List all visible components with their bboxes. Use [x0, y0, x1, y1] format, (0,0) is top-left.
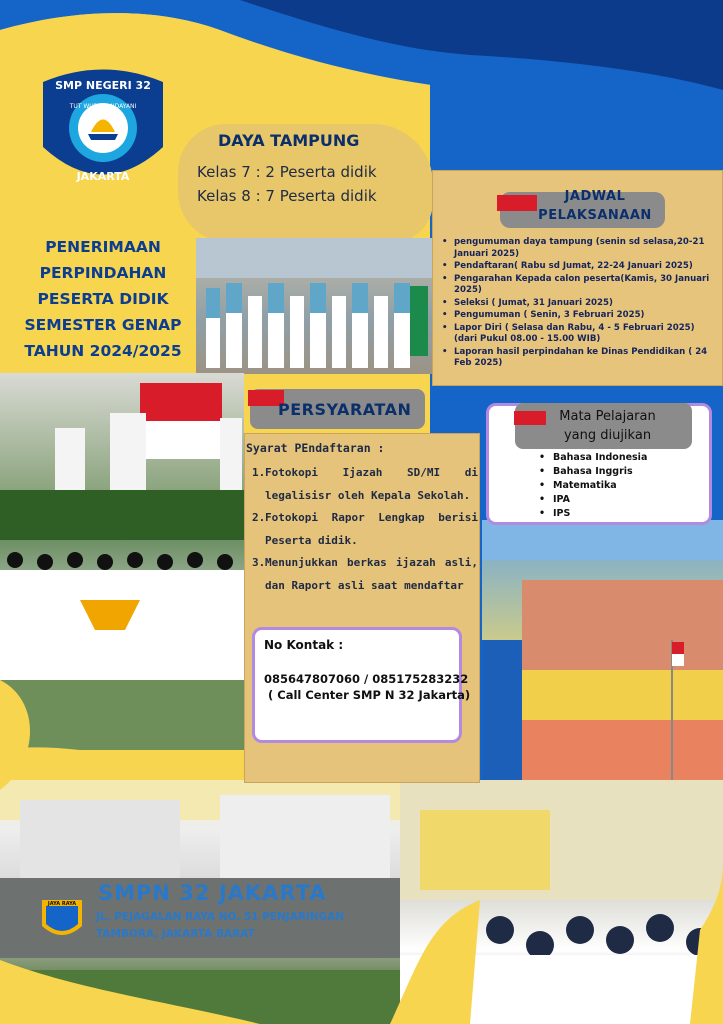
mata-pelajaran-list: [539, 451, 647, 521]
title-line: TAHUN 2024/2025: [24, 342, 182, 360]
sign-address-line2: TAMBORA, JAKARTA BARAT: [96, 928, 255, 940]
sign-school-name: SMPN 32 JAKARTA: [98, 881, 327, 905]
jadwal-item: • Lapor Diri ( Selasa dan Rabu, 4 - 5 Februari 2025) (dari Pukul 08.00 - 15.00 WIB): [442, 323, 720, 346]
kontak-heading: No Kontak :: [264, 638, 344, 652]
daya-tampung-kelas7: Kelas 7 : 2 Peserta didik: [197, 163, 377, 181]
persyaratan-subheading: Syarat PEndaftaran :: [246, 441, 385, 455]
logo-top-text: SMP NEGERI 32: [55, 79, 151, 92]
jadwal-item: • pengumuman daya tampung (senin sd selasa,20-21 Januari 2025): [442, 237, 720, 260]
emblem-text: JAYA RAYA: [47, 901, 77, 907]
jadwal-item: • Pengarahan Kepada calon peserta(Kamis, 30 Januari 2025): [442, 274, 720, 297]
persyaratan-item: [252, 552, 478, 597]
jadwal-item: • Pengumuman ( Senin, 3 Februari 2025): [442, 310, 720, 322]
jadwal-item: • Laporan hasil perpindahan ke Dinas Pendidikan ( 24 Feb 2025): [442, 347, 720, 370]
title-line: SEMESTER GENAP: [24, 316, 182, 334]
kontak-phone-numbers[interactable]: 085647807060 / 085175283232: [264, 672, 469, 686]
kontak-note: ( Call Center SMP N 32 Jakarta): [268, 688, 471, 702]
mata-pelajaran-item: • IPS: [539, 507, 647, 521]
persyaratan-item: [252, 462, 478, 507]
daya-tampung-kelas8: Kelas 8 : 7 Peserta didik: [197, 187, 377, 205]
students-crowd-photo: [400, 780, 723, 1024]
jadwal-list: [442, 237, 720, 371]
jadwal-heading: [520, 187, 670, 225]
mata-pelajaran-item: • IPA: [539, 493, 647, 507]
persyaratan-item-text: Fotokopi Ijazah SD/MI di legalisisr oleh Kepala Sekolah.: [265, 466, 478, 502]
paskibra-group-photo: [0, 490, 244, 750]
persyaratan-item-number: 2.: [252, 511, 266, 524]
title-line: PESERTA DIDIK: [37, 290, 169, 308]
persyaratan-heading: PERSYARATAN: [278, 400, 412, 419]
jakarta-emblem-icon: [40, 896, 84, 944]
jadwal-heading-line: PELAKSANAAN: [538, 208, 652, 223]
jadwal-item: • Seleksi ( Jumat, 31 Januari 2025): [442, 298, 720, 310]
mata-pelajaran-heading-line: yang diujikan: [563, 428, 652, 443]
mata-pelajaran-item: • Bahasa Inggris: [539, 465, 647, 479]
flag-ceremony-photo: [0, 373, 244, 493]
main-title: [8, 234, 198, 364]
logo-bottom-text: JAKARTA: [76, 170, 130, 183]
title-line: PERPINDAHAN: [39, 264, 167, 282]
school-logo: [33, 62, 173, 197]
mata-pelajaran-item: • Bahasa Indonesia: [539, 451, 647, 465]
mata-pelajaran-heading-line: Mata Pelajaran: [559, 409, 656, 424]
sign-address-line1: JL. PEJAGALAN RAYA NO. 51 PENJARINGAN: [96, 911, 345, 923]
persyaratan-item-number: 1.: [252, 466, 266, 479]
logo-motto: TUT WURI HANDAYANI: [69, 103, 137, 110]
mata-pelajaran-item: • Matematika: [539, 479, 647, 493]
jadwal-item: • Pendaftaran( Rabu sd Jumat, 22-24 Januari 2025): [442, 261, 720, 273]
persyaratan-item-text: Menunjukkan berkas ijazah asli, dan Raport asli saat mendaftar: [265, 556, 478, 592]
jadwal-heading-line: JADWAL: [564, 189, 626, 204]
students-photo: [196, 238, 432, 374]
persyaratan-item-text: Fotokopi Rapor Lengkap berisi Peserta didik.: [265, 511, 478, 547]
persyaratan-list: [252, 462, 478, 597]
mata-pelajaran-heading: [520, 407, 695, 445]
persyaratan-item: [252, 507, 478, 552]
persyaratan-item-number: 3.: [252, 556, 266, 569]
daya-tampung-heading: DAYA TAMPUNG: [218, 131, 360, 150]
title-line: PENERIMAAN: [45, 238, 161, 256]
